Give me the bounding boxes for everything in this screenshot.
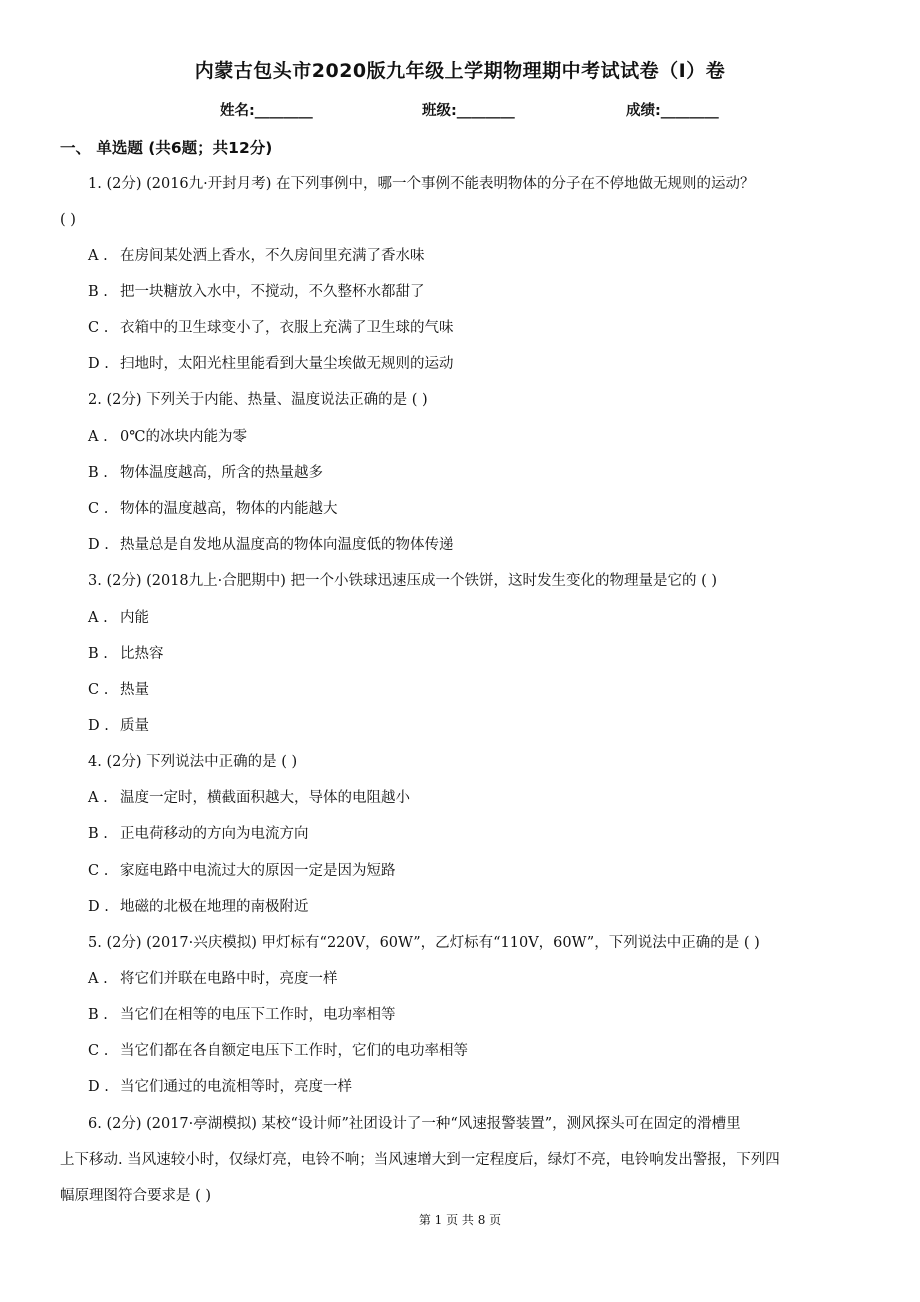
option-label: B . — [88, 646, 108, 662]
question-6-stem-line-3: 幅原理图符合要求是 ( ) — [60, 1188, 212, 1204]
question-2-option-a[interactable] — [88, 427, 247, 447]
option-text: 衣箱中的卫生球变小了，衣服上充满了卫生球的气味 — [120, 320, 454, 336]
option-label: C . — [88, 682, 109, 698]
option-text: 0℃的冰块内能为零 — [120, 429, 247, 445]
option-text: 物体温度越高，所含的热量越多 — [120, 465, 323, 481]
option-text: 内能 — [120, 610, 149, 626]
question-6-stem-line-2: 上下移动. 当风速较小时，仅绿灯亮，电铃不响；当风速增大到一定程度后，绿灯不亮，电铃响发出警报，下列四 — [60, 1152, 780, 1168]
question-5-option-b[interactable] — [88, 1005, 396, 1025]
option-text: 质量 — [120, 718, 149, 734]
option-label: C . — [88, 1043, 109, 1059]
page-footer: 第 1 页 共 8 页 — [418, 1213, 502, 1227]
question-5-option-d[interactable] — [88, 1077, 352, 1097]
option-text: 地磁的北极在地理的南极附近 — [120, 899, 309, 915]
option-text: 在房间某处洒上香水，不久房间里充满了香水味 — [120, 248, 425, 264]
question-3-stem: 3. (2分) (2018九上·合肥期中) 把一个小铁球迅速压成一个铁饼，这时发生变化的物理量是它的 ( ) — [88, 573, 718, 589]
option-text: 当它们通过的电流相等时，亮度一样 — [120, 1079, 352, 1095]
question-3-option-d[interactable] — [88, 716, 149, 736]
option-text: 热量 — [120, 682, 149, 698]
question-4-option-b[interactable] — [88, 824, 309, 844]
page-title: 内蒙古包头市2020版九年级上学期物理期中考试试卷（I）卷 — [194, 60, 726, 82]
question-4-option-c[interactable] — [88, 861, 396, 881]
question-2-option-b[interactable] — [88, 463, 323, 483]
question-6-stem: 6. (2分) (2017·亭湖模拟) 某校“设计师”社团设计了一种“风速报警装置”，测风探头可在固定的滑槽里 — [88, 1116, 741, 1132]
question-3-option-c[interactable] — [88, 680, 149, 700]
option-text: 热量总是自发地从温度高的物体向温度低的物体传递 — [120, 537, 454, 553]
name-field-label: 姓名:________ — [220, 103, 313, 119]
option-label: B . — [88, 1007, 108, 1023]
option-text: 把一块糖放入水中，不搅动，不久整杯水都甜了 — [120, 284, 425, 300]
section-heading: 一、 单选题 (共6题；共12分) — [60, 139, 273, 157]
option-text: 扫地时，太阳光柱里能看到大量尘埃做无规则的运动 — [120, 356, 454, 372]
option-text: 家庭电路中电流过大的原因一定是因为短路 — [120, 863, 396, 879]
question-5-option-c[interactable] — [88, 1041, 468, 1061]
option-text: 物体的温度越高，物体的内能越大 — [120, 501, 338, 517]
option-label: B . — [88, 826, 108, 842]
option-label: D . — [88, 1079, 109, 1095]
question-2-option-d[interactable] — [88, 535, 454, 555]
option-label: A . — [88, 790, 108, 806]
question-1-option-c[interactable] — [88, 318, 454, 338]
option-label: C . — [88, 320, 109, 336]
question-1-option-d[interactable] — [88, 354, 454, 374]
option-label: C . — [88, 501, 109, 517]
option-label: D . — [88, 356, 109, 372]
question-4-option-a[interactable] — [88, 788, 410, 808]
question-5-stem: 5. (2分) (2017·兴庆模拟) 甲灯标有“220V，60W”，乙灯标有“110V，60W”，下列说法中正确的是 ( ) — [88, 935, 760, 951]
question-3-option-b[interactable] — [88, 644, 164, 664]
class-field-label: 班级:________ — [422, 103, 515, 119]
option-label: D . — [88, 537, 109, 553]
option-text: 当它们在相等的电压下工作时，电功率相等 — [120, 1007, 396, 1023]
option-text: 当它们都在各自额定电压下工作时，它们的电功率相等 — [120, 1043, 468, 1059]
question-2-option-c[interactable] — [88, 499, 338, 519]
option-text: 温度一定时，横截面积越大，导体的电阻越小 — [120, 790, 410, 806]
option-label: A . — [88, 971, 108, 987]
option-label: D . — [88, 899, 109, 915]
option-label: A . — [88, 429, 108, 445]
score-field-label: 成绩:________ — [626, 103, 719, 119]
question-1-stem: 1. (2分) (2016九·开封月考) 在下列事例中，哪一个事例不能表明物体的分子在不停地做无规则的运动？ — [88, 176, 755, 192]
option-text: 比热容 — [120, 646, 164, 662]
question-1-stem-continued: ( ) — [60, 212, 76, 228]
question-3-option-a[interactable] — [88, 608, 149, 628]
option-label: B . — [88, 284, 108, 300]
question-5-option-a[interactable] — [88, 969, 338, 989]
question-2-stem: 2. (2分) 下列关于内能、热量、温度说法正确的是 ( ) — [88, 392, 428, 408]
question-1-option-a[interactable] — [88, 246, 425, 266]
option-text: 正电荷移动的方向为电流方向 — [120, 826, 309, 842]
option-label: A . — [88, 248, 108, 264]
option-text: 将它们并联在电路中时，亮度一样 — [120, 971, 338, 987]
option-label: D . — [88, 718, 109, 734]
question-1-option-b[interactable] — [88, 282, 425, 302]
question-4-option-d[interactable] — [88, 897, 309, 917]
option-label: A . — [88, 610, 108, 626]
option-label: B . — [88, 465, 108, 481]
question-4-stem: 4. (2分) 下列说法中正确的是 ( ) — [88, 754, 298, 770]
option-label: C . — [88, 863, 109, 879]
